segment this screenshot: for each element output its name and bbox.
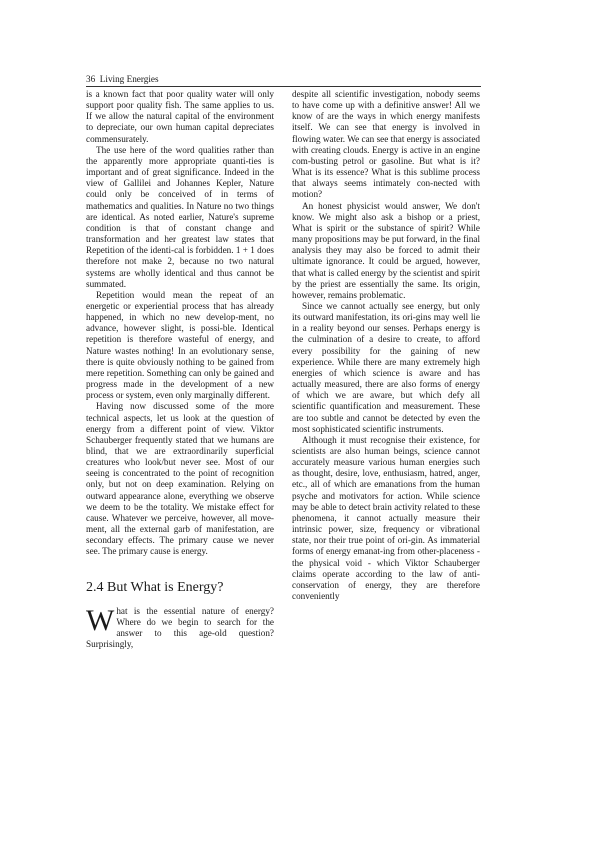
running-header [86,74,481,87]
paragraph: despite all scientific investigation, nobody seems to have come up with a definitive answer! All we know of are the ways in which energy manifests itself. We can see that energy is involved in flowing water. We can see that energy is associated with creating clouds. Energy is active in an engine com-busting petrol or gasoline. But what is it? What is its essence? What is this sublime process that always seems intimately con-nected with motion? [292,89,480,200]
paragraph: Since we cannot actually see energy, but only its outward manifestation, its ori-gins may well lie in a reality beyond our senses. Perhaps energy is the culmination of a desire to create, to afford every possibility for the gaining of new experience. While there are many extremely high energies of which science is aware and has actually measured, there are also forms of energy of which we are aware, but which defy all scientific quantification and measurement. These are too subtle and cannot be detected by even the most sophisticated scientific instruments. [292,300,480,434]
left-column [86,89,274,650]
paragraph: Repetition would mean the repeat of an energetic or experiential process that has already happened, in which no new develop-ment, no advance, however slight, is possi-ble. Identical repetition is therefore wasteful of energy, and Nature wastes nothing! In an evolutionary sense, there is quite obviously nothing to be gained from mere repetition. Something can only be gained and progress made in the development of a new process or system, even only marginally different. [86,289,274,401]
section-first-paragraph-text: hat is the essential nature of energy? Where do we begin to search for the answer to this age-old question? Surprisingly, [86,605,274,650]
paragraph: is a known fact that poor quality water will only support poor quality fish. The same applies to us. If we allow the natural capital of the environment to depreciate, our own human capital depreciates commensurately. [86,89,274,144]
paragraph: Having now discussed some of the more technical aspects, let us look at the question of energy from a different point of view. Viktor Schauberger frequently stated that we humans are blind, that we are extraordinarily superficial creatures who look/but never see. Most of our seeing is concentrated to the point of recognition only, but not on deep examination. Relying on outward appearance alone, everything we observe we deem to be the totality. We mistake effect for cause. Whatever we perceive, however, all move-ment, all the external garb of manifestation, are secondary effects. The primary cause we never see. The primary cause is energy. [86,401,274,557]
section-heading: 2.4 But What is Energy? [86,579,224,595]
drop-cap: W [86,603,115,637]
section-first-paragraph [86,603,274,651]
page-number: 36 [86,74,96,84]
paragraph: An honest physicist would answer, We don't know. We might also ask a bishop or a priest, What is spirit or the substance of spirit? While many propositions may be put forward, in the final analysis they may also be forced to admit their ultimate ignorance. It could be argued, however, that what is called energy by the scientist and spirit by the priest are essentially the same. Its origin, however, remains problematic. [292,200,480,300]
right-column [292,89,480,602]
paragraph: The use here of the word qualities rather than the apparently more appropriate quanti-ties is important and of great significance. Indeed in the view of Gallilei and Johannes Kepler, Nature could only be conceived of in terms of mathematics and qualities. In Nature no two things are identical. As noted earlier, Nature's supreme condition is that of constant change and transformation and her greatest law states that Repetition of the identi-cal is forbidden. 1 + 1 does therefore not make 2, because no two natural systems are wholly identical and thus cannot be summated. [86,144,274,289]
paragraph: Although it must recognise their existence, for scientists are also human beings, science cannot accurately measure various human energies such as thought, desire, love, enthusiasm, hatred, anger, etc., all of which are emanations from the human psyche and motivators for action. While science may be able to detect brain activity related to these phenomena, it cannot actually measure their intrinsic power, size, frequency or vibrational state, nor their true point of ori-gin. As immaterial forms of energy emanat-ing from other-placeness - the physical void - which Viktor Schauberger claims operate according to the law of anti-conservation of energy, they are therefore conveniently [292,434,480,602]
running-title: Living Energies [99,74,159,84]
